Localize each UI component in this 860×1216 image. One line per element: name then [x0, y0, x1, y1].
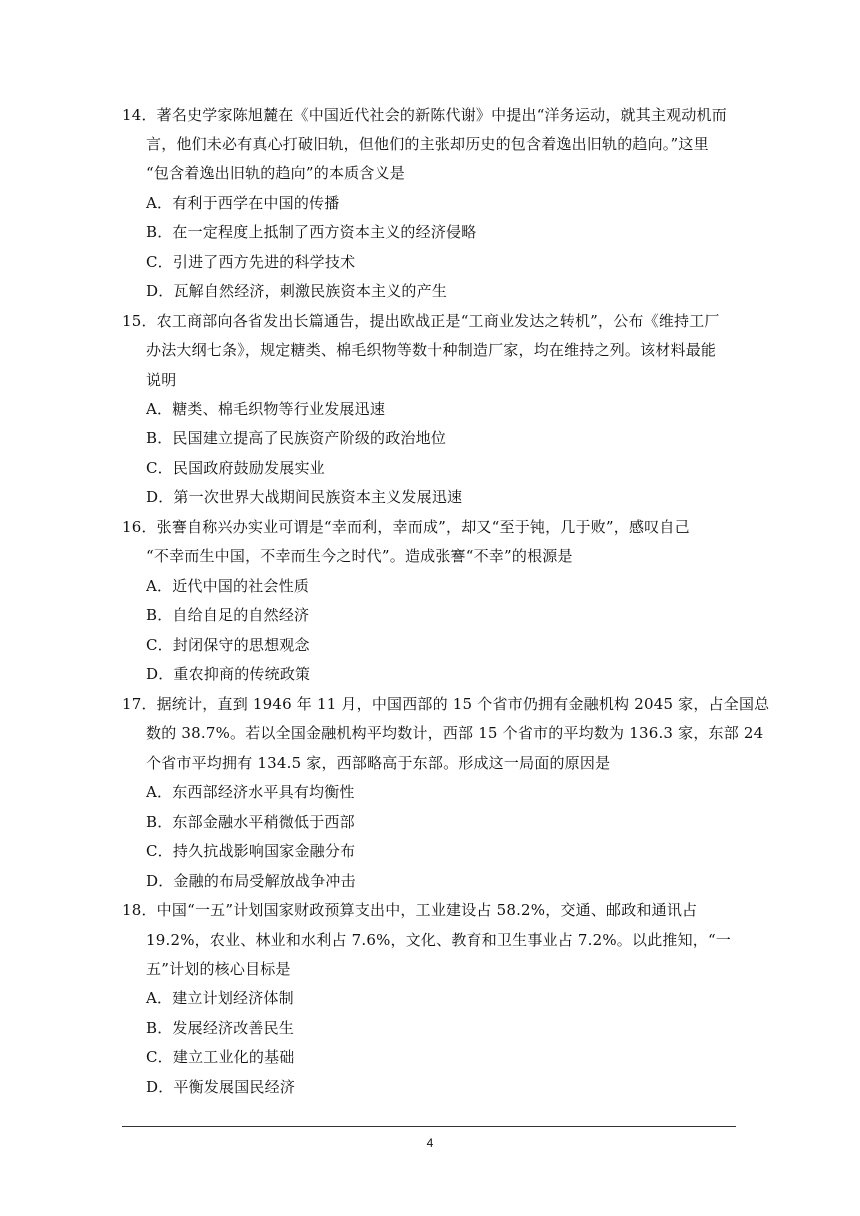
q17-stem-line-2: 数的 38.7%。若以全国金融机构平均数计，西部 15 个省市的平均数为 136.3 家，东部 24: [146, 724, 764, 742]
q18-stem-line-1: 18．中国“一五”计划国家财政预算支出中，工业建设占 58.2%，交通、邮政和通讯占: [122, 901, 698, 919]
q18-option-c: C．建立工业化的基础: [146, 1048, 295, 1066]
q16-option-d: D．重农抑商的传统政策: [146, 665, 311, 683]
q14-option-b: B．在一定程度上抵制了西方资本主义的经济侵略: [146, 223, 477, 241]
q14-stem-line-3: “包含着逸出旧轨的趋向”的本质含义是: [146, 164, 405, 182]
q16-option-c: C．封闭保守的思想观念: [146, 636, 310, 654]
q17-option-b: B．东部金融水平稍微低于西部: [146, 813, 355, 831]
q18-option-d: D．平衡发展国民经济: [146, 1078, 296, 1096]
q16-stem-line-2: “不幸而生中国，不幸而生今之时代”。造成张謇“不幸”的根源是: [146, 547, 573, 565]
q17-stem-line-3: 个省市平均拥有 134.5 家，西部略高于东部。形成这一局面的原因是: [146, 754, 611, 772]
q18-stem-line-2: 19.2%，农业、林业和水利占 7.6%，文化、教育和卫生事业占 7.2%。以此推知，“一: [146, 931, 732, 949]
q18-stem-line-3: 五”计划的核心目标是: [146, 960, 291, 978]
q17-option-c: C．持久抗战影响国家金融分布: [146, 842, 356, 860]
q15-stem-line-3: 说明: [146, 371, 177, 389]
q17-option-a: A．东西部经济水平具有均衡性: [146, 783, 355, 801]
q14-stem-line-1: 14．著名史学家陈旭麓在《中国近代社会的新陈代谢》中提出“洋务运动，就其主观动机而: [122, 106, 727, 124]
q15-option-d: D．第一次世界大战期间民族资本主义发展迅速: [146, 488, 463, 506]
q14-option-a: A．有利于西学在中国的传播: [146, 194, 340, 212]
q15-option-a: A．糖类、棉毛织物等行业发展迅速: [146, 400, 386, 418]
q14-option-c: C．引进了西方先进的科学技术: [146, 253, 356, 271]
q18-option-b: B．发展经济改善民生: [146, 1019, 295, 1037]
q16-option-a: A．近代中国的社会性质: [146, 577, 310, 595]
q15-stem-line-1: 15．农工商部向各省发出长篇通告，提出欧战正是“工商业发达之转机”，公布《维持工厂: [122, 312, 720, 330]
q15-stem-line-2: 办法大纲七条》，规定糖类、棉毛织物等数十种制造厂家，均在维持之列。该材料最能: [146, 341, 717, 359]
q18-option-a: A．建立计划经济体制: [146, 989, 294, 1007]
q15-option-b: B．民国建立提高了民族资产阶级的政治地位: [146, 429, 447, 447]
q14-stem-line-2: 言，他们未必有真心打破旧轨，但他们的主张却历史的包含着逸出旧轨的趋向。”这里: [146, 135, 709, 153]
q17-option-d: D．金融的布局受解放战争冲击: [146, 872, 356, 890]
footer-divider: [122, 1126, 736, 1127]
q15-option-c: C．民国政府鼓励发展实业: [146, 459, 325, 477]
q16-stem-line-1: 16．张謇自称兴办实业可谓是“幸而利，幸而成”，却又“至于钝，几于败”，感叹自己: [122, 518, 690, 536]
q16-option-b: B．自给自足的自然经济: [146, 606, 310, 624]
q14-option-d: D．瓦解自然经济，刺激民族资本主义的产生: [146, 282, 448, 300]
q17-stem-line-1: 17．据统计，直到 1946 年 11 月，中国西部的 15 个省市仍拥有金融机构 2045 家，占全国总: [122, 695, 770, 713]
page-number: 4: [426, 1136, 434, 1150]
